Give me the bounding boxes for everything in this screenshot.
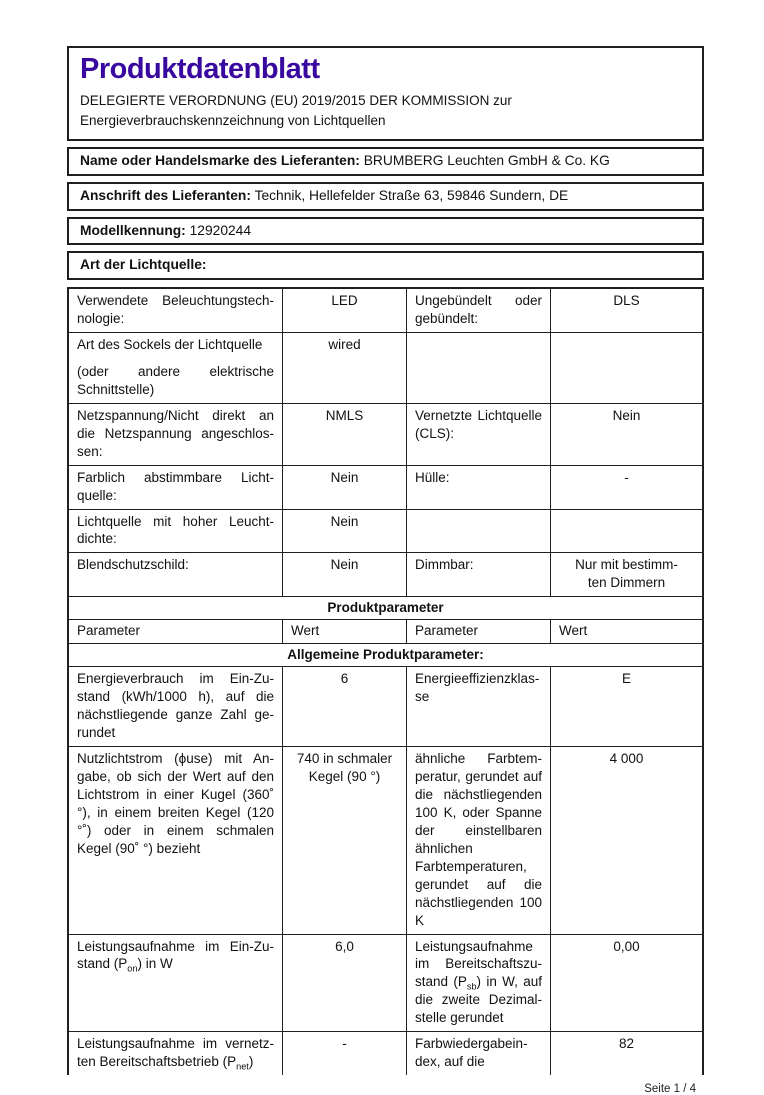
- param-value-cell: Nein: [282, 553, 406, 596]
- column-header: Parameter: [406, 620, 550, 643]
- supplier-address-value: Technik, Hellefelder Straße 63, 59846 Sundern, DE: [254, 188, 569, 204]
- supplier-address-label: Anschrift des Lieferanten:: [80, 188, 251, 204]
- param-label-cell: Lichtquelle mit hoher Leuchtdichte:: [77, 513, 274, 547]
- param-value-cell: 4 000: [550, 747, 702, 934]
- param-value-cell: [550, 510, 702, 553]
- param-value-cell: 82: [550, 1032, 702, 1075]
- subsection-header-row: [69, 643, 702, 666]
- subsection-header: Allgemeine Produktparameter:: [287, 647, 484, 663]
- param-label-cell: Energieverbrauch im Ein-Zustand (kWh/1000 h), auf die nächstliegende ganze Zahl gerundet: [77, 671, 274, 741]
- light-source-type-label: Art der Lichtquelle:: [80, 257, 207, 273]
- column-header: Wert: [282, 620, 406, 643]
- param-label-cell: Energieeffizienzklasse: [406, 667, 550, 746]
- param-value-cell: LED: [282, 289, 406, 332]
- param-value-cell: [550, 333, 702, 403]
- table-row: [69, 552, 702, 596]
- param-value-cell: -: [550, 466, 702, 509]
- param-value-cell: Nein: [282, 466, 406, 509]
- param-label-cell: Nutzlichtstrom (ϕuse) mit Angabe, ob sich der Wert auf den Lichtstrom in einer Kugel (360˚ °), in einem breiten Kegel (120 °˚) oder in einem schmalen Kegel (90˚ °) bezieht: [77, 750, 274, 856]
- supplier-name-value: BRUMBERG Leuchten GmbH & Co. KG: [363, 153, 610, 169]
- param-label-cell: Netzspannung/Nicht direkt an die Netzspannung angeschlossen:: [77, 407, 274, 459]
- param-label-cell: [406, 510, 550, 553]
- table-row: [69, 746, 702, 934]
- param-value-text: Nur mit bestimmten Dimmern: [575, 557, 678, 591]
- param-label-cell: Vernetzte Lichtquelle (CLS):: [406, 404, 550, 465]
- model-id-value: 12920244: [189, 222, 252, 238]
- param-label-cell: Farbwiedergabeindex, auf die: [406, 1032, 550, 1075]
- param-value-cell: NMLS: [282, 404, 406, 465]
- table-row: [69, 289, 702, 332]
- param-value-cell: 0,00: [550, 935, 702, 1032]
- param-label-cell: Leistungsaufnahme im Bereitschaftszustand $(P_{sb})$ in W, auf die zweite Dezimalstelle gerundet: [406, 935, 550, 1032]
- datasheet-content: [67, 46, 704, 1095]
- param-value-cell: 6,0: [282, 935, 406, 1032]
- regulation-line-2: Energieverbrauchskennzeichnung von Lichtquellen: [80, 112, 386, 128]
- param-value-cell: 6: [282, 667, 406, 746]
- param-label-cell: [406, 333, 550, 403]
- table-row-cut-off: [69, 1031, 702, 1075]
- param-label-line: (oder andere elektrische Schnittstelle): [77, 363, 274, 397]
- table-row: [69, 332, 702, 403]
- param-value-cell: E: [550, 667, 702, 746]
- param-label-cell: Blendschutzschild:: [77, 557, 189, 573]
- regulation-line-1: DELEGIERTE VERORDNUNG (EU) 2019/2015 DER KOMMISSION zur: [80, 93, 512, 109]
- param-value-cell: [550, 553, 702, 596]
- parameter-table: [67, 287, 704, 1075]
- supplier-address-row: [67, 182, 704, 211]
- page-number: Seite 1 / 4: [644, 1083, 696, 1095]
- param-value-cell: Nein: [282, 510, 406, 553]
- page-title: Produktdatenblatt: [80, 53, 320, 85]
- section-header-row: [69, 596, 702, 619]
- table-row: [69, 465, 702, 509]
- param-label-cell: Leistungsaufnahme im Ein-Zustand $(P_{on})$ in W: [77, 938, 274, 975]
- table-row: [69, 509, 702, 553]
- param-value-cell: Nein: [550, 404, 702, 465]
- section-header: Produktparameter: [327, 600, 444, 616]
- param-value-cell: DLS: [550, 289, 702, 332]
- title-box: [67, 46, 704, 141]
- param-label-cell: [69, 333, 282, 403]
- light-source-type-row: [67, 251, 704, 280]
- regulation-text: [80, 91, 691, 130]
- param-label-cell: Ungebündelt oder gebündelt:: [406, 289, 550, 332]
- column-header: Wert: [550, 620, 702, 643]
- model-id-label: Modellkennung:: [80, 222, 186, 238]
- param-value-cell: 740 in schmaler Kegel (90 °): [282, 747, 406, 934]
- param-value-cell: -: [282, 1032, 406, 1075]
- column-header-row: [69, 619, 702, 643]
- param-value-cell: wired: [282, 333, 406, 403]
- table-row: [69, 403, 702, 465]
- supplier-name-label: Name oder Handelsmarke des Lieferanten:: [80, 153, 360, 169]
- table-row: [69, 666, 702, 746]
- param-label-cell: Dimmbar:: [406, 553, 550, 596]
- param-label-cell: ähnliche Farbtemperatur, gerundet auf die nächstliegenden 100 K, oder Spanne der einstellbaren ähnlichen Farbtemperaturen, gerundet auf die nächstliegenden 100 K: [406, 747, 550, 934]
- param-label-line: Art des Sockels der Lichtquelle: [77, 336, 263, 352]
- supplier-name-row: [67, 147, 704, 176]
- param-label-cell: Hülle:: [406, 466, 550, 509]
- model-id-row: [67, 217, 704, 246]
- param-label-cell: Leistungsaufnahme im vernetzten Bereitschaftsbetrieb $(P_{net})$: [77, 1036, 274, 1072]
- table-row: [69, 934, 702, 1032]
- column-header: Parameter: [77, 623, 141, 639]
- param-label-cell: Verwendete Beleuchtungstechnologie:: [77, 292, 274, 326]
- param-label-cell: Farblich abstimmbare Lichtquelle:: [77, 469, 274, 503]
